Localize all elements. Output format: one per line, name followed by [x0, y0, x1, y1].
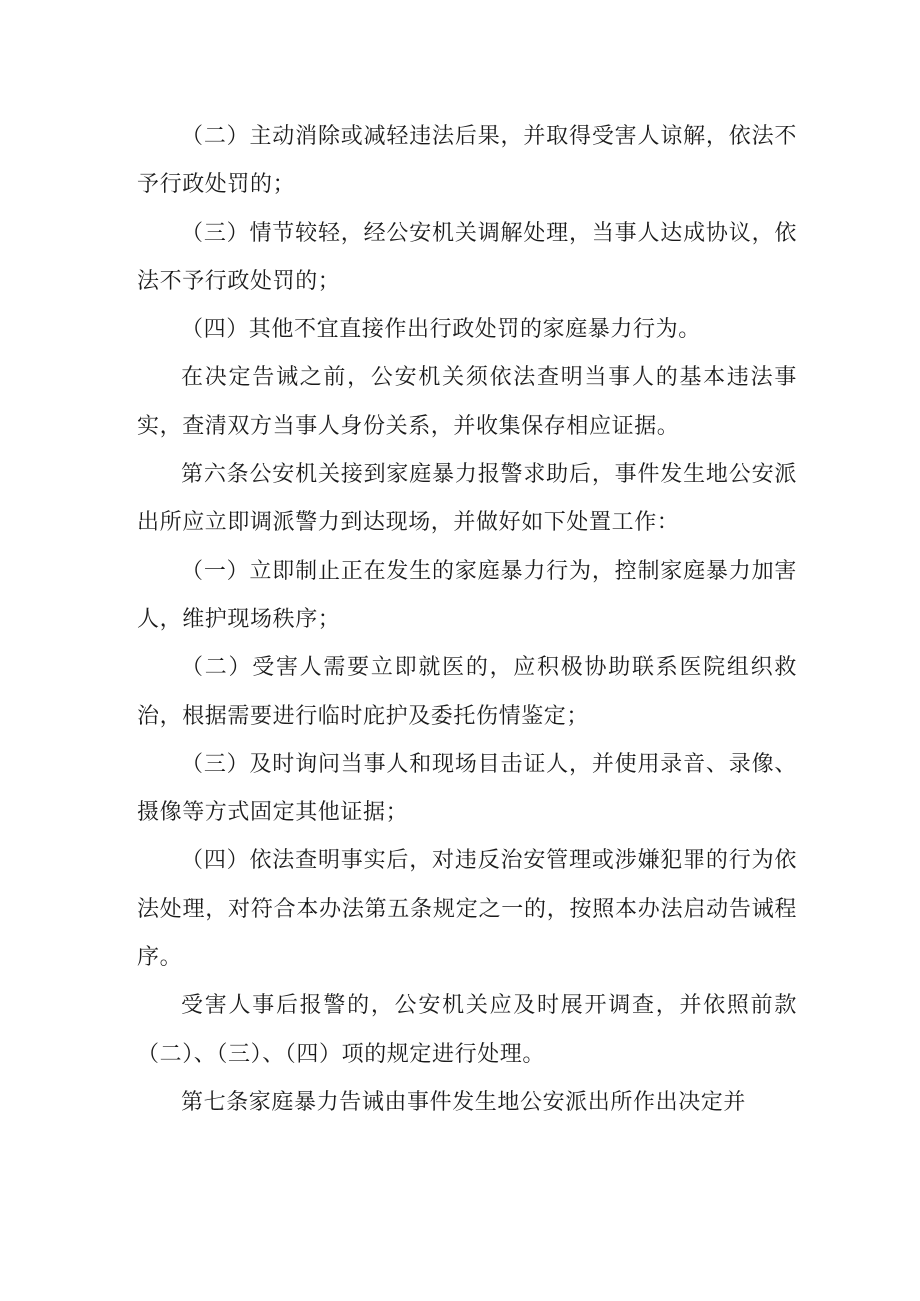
- paragraph-article-6-item-2: （二）受害人需要立即就医的，应积极协助联系医院组织救治，根据需要进行临时庇护及委托伤情鉴定；: [137, 655, 797, 729]
- paragraph-delayed-report: 受害人事后报警的，公安机关应及时展开调查，并依照前款（二）、（三）、（四）项的规定进行处理。: [137, 993, 797, 1067]
- document-body: [137, 113, 797, 1127]
- paragraph-item-4: （四）其他不宜直接作出行政处罚的家庭暴力行为。: [181, 317, 701, 343]
- paragraph-article-6: 第六条公安机关接到家庭暴力报警求助后，事件发生地公安派出所应立即调派警力到达现场，并做好如下处置工作：: [137, 462, 797, 536]
- paragraph-article-6-item-1: （一）立即制止正在发生的家庭暴力行为，控制家庭暴力加害人，维护现场秩序；: [137, 558, 797, 632]
- paragraph-item-2: （二）主动消除或减轻违法后果，并取得受害人谅解，依法不予行政处罚的；: [137, 124, 797, 198]
- paragraph-article-7: 第七条家庭暴力告诫由事件发生地公安派出所作出决定并: [181, 1089, 747, 1115]
- paragraph-article-6-item-3: （三）及时询问当事人和现场目击证人，并使用录音、录像、摄像等方式固定其他证据；: [137, 751, 797, 826]
- paragraph-article-6-item-4: （四）依法查明事实后，对违反治安管理或涉嫌犯罪的行为依法处理，对符合本办法第五条规定之一的，按照本办法启动告诫程序。: [137, 848, 797, 971]
- paragraph-warning-precondition: 在决定告诫之前，公安机关须依法查明当事人的基本违法事实，查清双方当事人身份关系，并收集保存相应证据。: [137, 365, 797, 439]
- paragraph-item-3: （三）情节较轻，经公安机关调解处理，当事人达成协议，依法不予行政处罚的；: [137, 220, 797, 294]
